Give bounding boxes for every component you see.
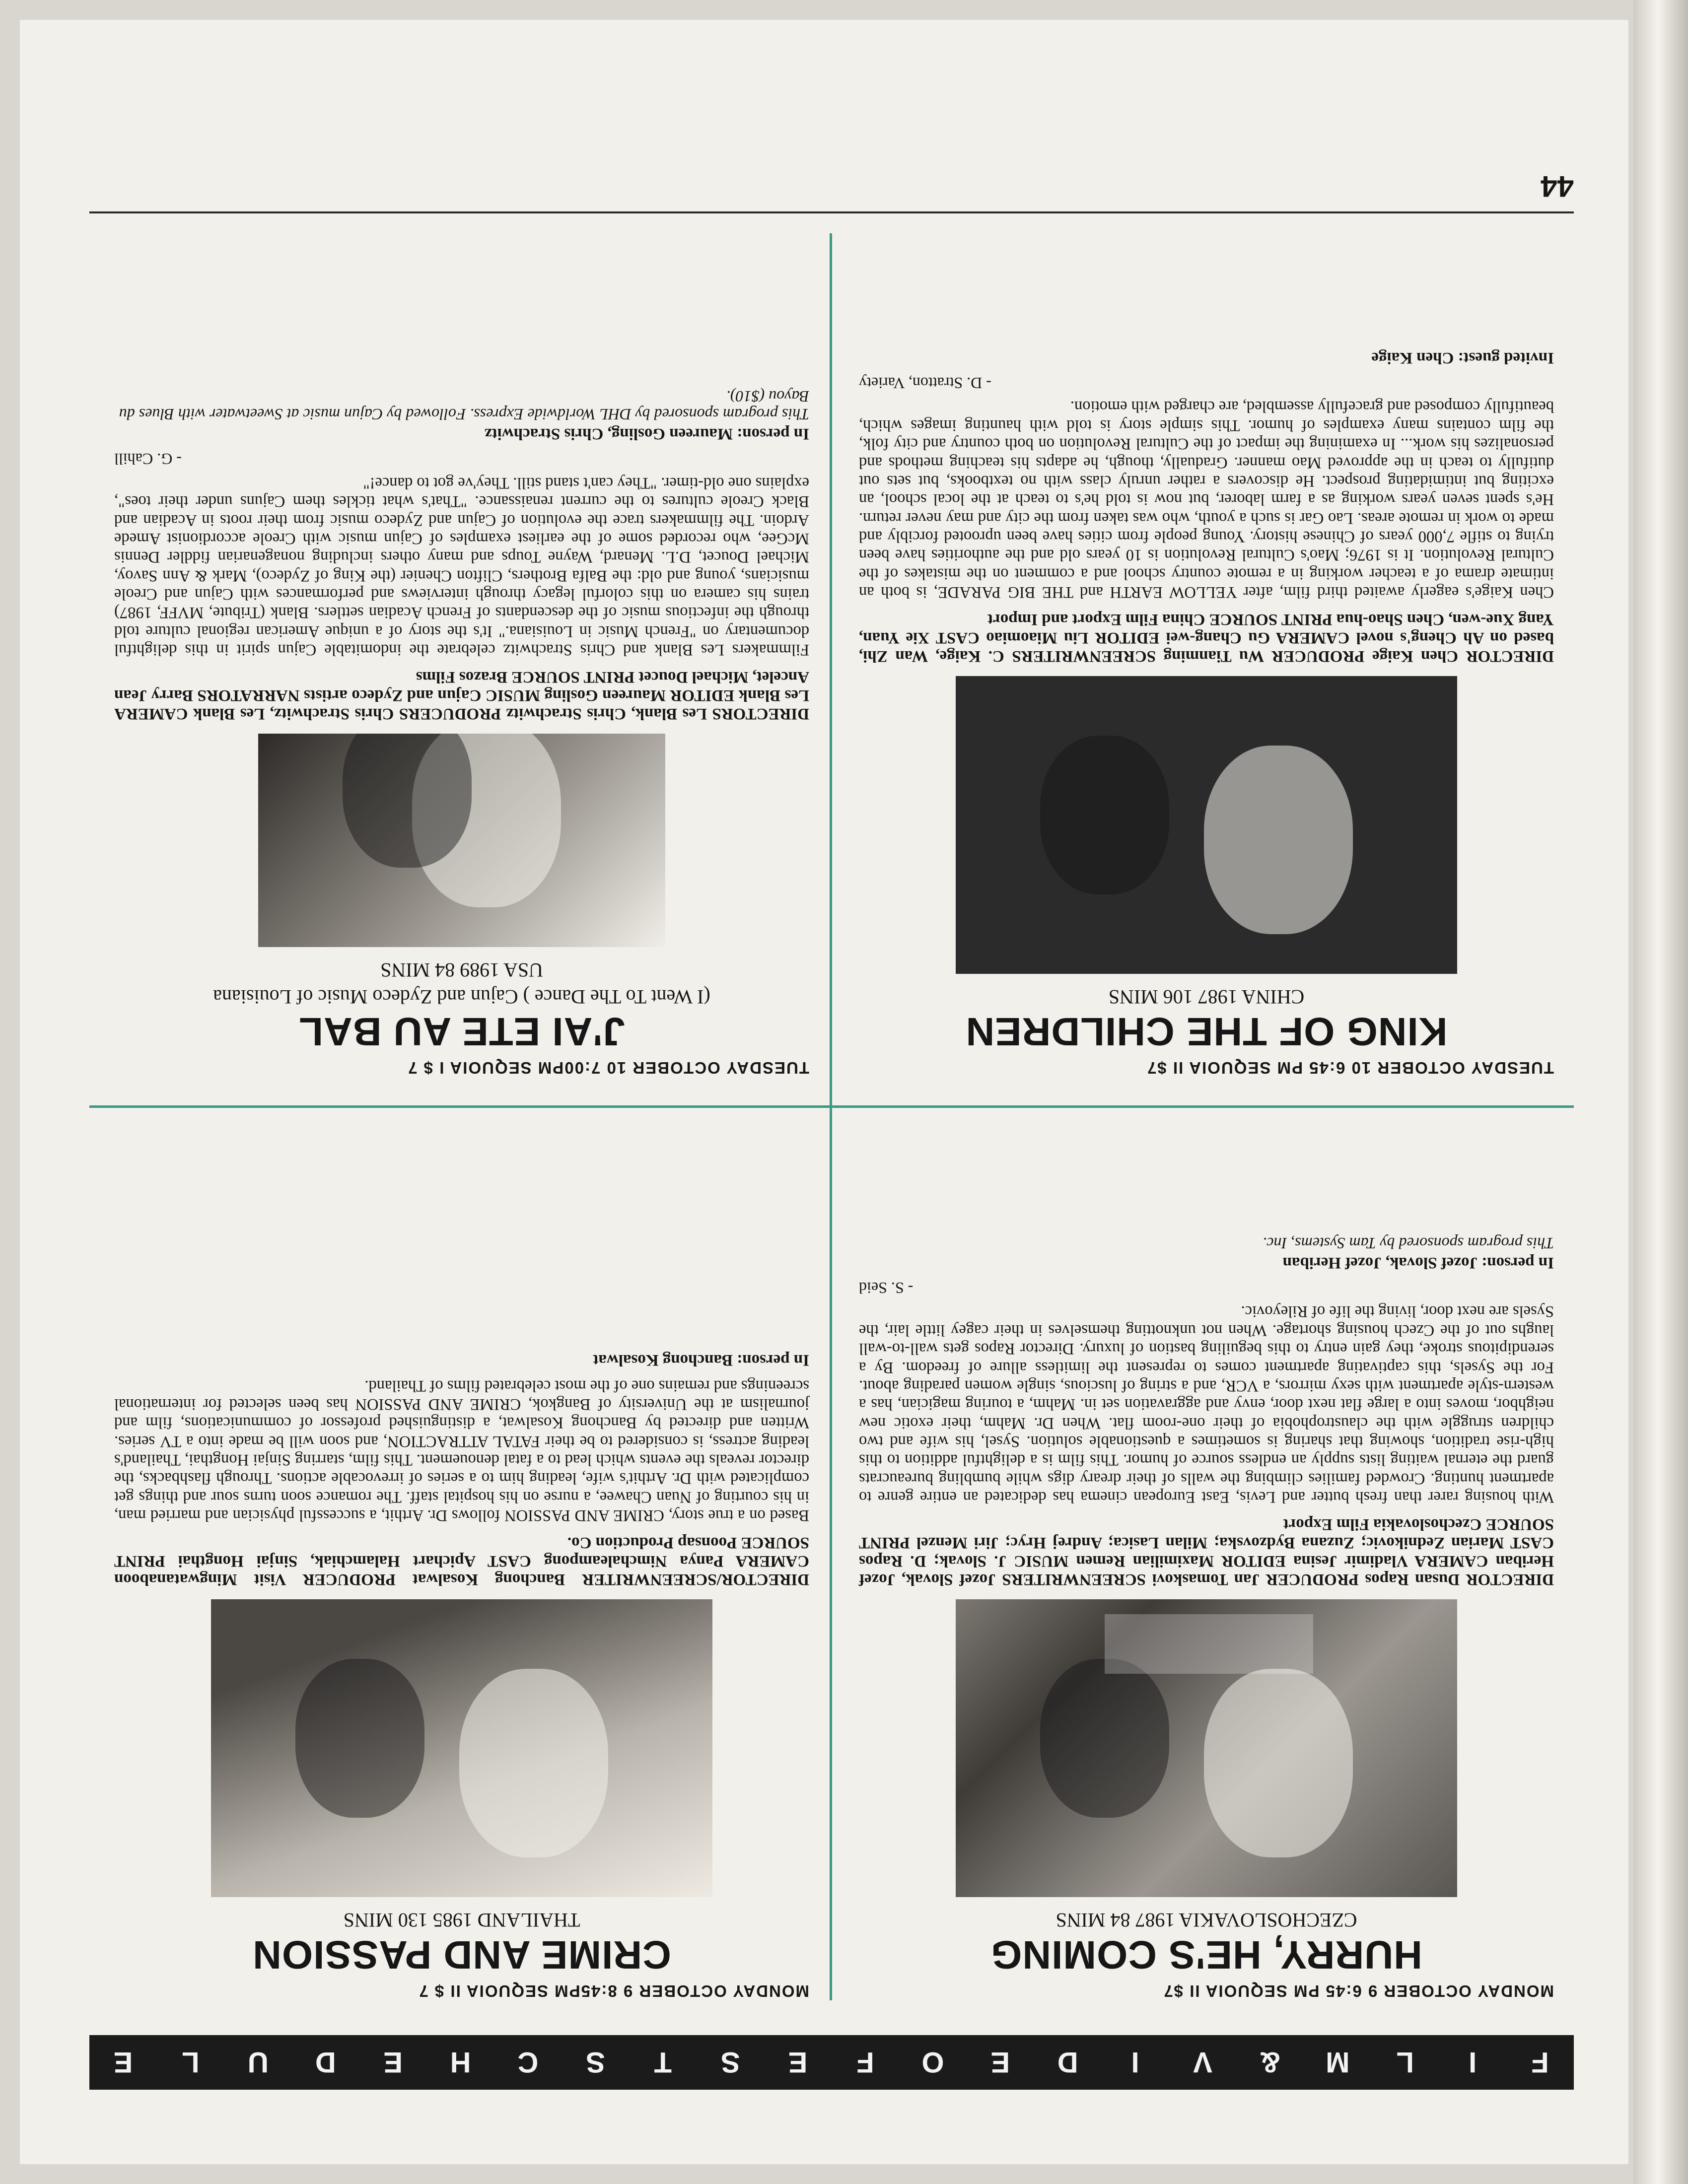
banner-letter: S [586, 2046, 605, 2079]
banner-letter: S [720, 2046, 740, 2079]
film-credits: DIRECTOR Chen Kaige PRODUCER Wu Tianming SCREENWRITERS C. Kaige, Wan Zhi, based on Ah Cheng's novel CAMERA Gu Chang-wei EDITOR Liu Miaomiao CAST Xie Yuan, Yang Xue-wen, Chen Shao-hua PRINT SOURCE China Film Export and Import [859, 611, 1554, 665]
film-listing [859, 348, 1554, 1077]
column-divider [830, 233, 832, 2000]
banner-letter: T [654, 2046, 672, 2079]
film-still-photo [956, 676, 1457, 974]
banner-letter: L [182, 2046, 200, 2079]
film-description: Based on a true story, CRIME AND PASSION follows Dr. Arthit, a successful physician and married man, in his courting of Nuan Chawee, a nurse on his hospital staff. The romance soon turns sour and things get complicated with Dr. Arthit's wife, leading him to a series of irrevocable actions. Through flashbacks, the director reveals the events which lead to a fatal denouement. This film, starring Sinjai Hongthai, Thailand's leading actress, is considered to be their FATAL ATTRACTION, and soon will be made into a TV series. Written and directed by Banchong Kosalwat, a distinguished professor of communications, film and journalism at the University of Bangkok, CRIME AND PASSION has been selected for international screenings and remains one of the most celebrated films of Thailand. [114, 1376, 809, 1525]
in-person-guests: In person: Jozef Slovak, Jozef Heriban [1282, 1254, 1554, 1272]
row-divider [89, 1105, 1574, 1108]
page-number: 44 [1541, 170, 1574, 203]
invited-guest: Invited guest: Chen Kaige [1371, 349, 1554, 367]
footer-rule [89, 211, 1574, 213]
film-country-year: USA 1989 84 MINS [380, 959, 543, 981]
film-still-photo [211, 1599, 712, 1897]
film-country-year: CZECHOSLOVAKIA 1987 84 MINS [1055, 1909, 1357, 1931]
banner-letter: E [990, 2046, 1010, 2079]
film-still-photo [956, 1599, 1457, 1897]
banner-letter: D [1057, 2046, 1078, 2079]
banner-letter: E [113, 2046, 133, 2079]
banner-letter: H [450, 2046, 471, 2079]
film-credits: DIRECTORS Les Blank, Chris Strachwitz PRODUCERS Chris Strachwitz, Les Blank CAMERA Les Blank EDITOR Maureen Gosling MUSIC Cajun and Zydeco artists NARRATORS Barry Jean Ancelet, Michael Doucet PRINT SOURCE Brazos Films [114, 668, 809, 723]
program-sponsor: This program sponsored by Tam Systems, Inc. [1263, 1234, 1554, 1253]
banner-letter: F [856, 2046, 874, 2079]
screening-schedule: MONDAY OCTOBER 9 6:45 PM SEQUOIA II $7 [1163, 1982, 1554, 2000]
film-listing [114, 387, 809, 1077]
film-description: With housing rarer than fresh butter and Levis, East European cinema has dedicated an entire genre to apartment hunting. Crowded families climbing the walls of their dreary digs while bumbling bureaucrats guard the eternal waiting lists supply an endless source of humor. This film is a delightful addition to this high-rise tradition, showing that sharing is sometimes a questionable solution. Sysel, his wife and two children struggle with the claustrophobia of their one-room flat. When Dr. Mahm, their exotic new neighbor, moves into a large flat next door, envy and aggravation set in. Mahm, a touring magician, has a western-style apartment with sexy mirrors, a VCR, and a string of luscious, single women parading about. For the Sysels, this captivating apartment comes to represent the limitless allure of freedom. By a serendipitous stroke, they gain entry to this beguiling bastion of luxury. Director Rapos gets wall-to-wall laughs out of the Czech housing shortage. When not unknotting themselves in their cagey little lair, the Sysels are next door, living the life of Rileyovic. [859, 1302, 1554, 1506]
screening-schedule: MONDAY OCTOBER 9 8:45PM SEQUOIA II $ 7 [418, 1982, 809, 2000]
screening-schedule: TUESDAY OCTOBER 10 7:00PM SEQUOIA I $ 7 [407, 1059, 809, 1077]
film-title: J'AI ETE AU BAL [298, 1010, 625, 1054]
festival-banner [89, 2035, 1574, 2090]
film-subtitle: (I Went To The Dance ) Cajun and Zydeco Music of Louisiana [213, 986, 710, 1008]
film-country-year: CHINA 1987 106 MINS [1108, 986, 1305, 1008]
film-title: KING OF THE CHILDREN [965, 1010, 1448, 1054]
banner-letter: U [247, 2046, 269, 2079]
banner-letter: M [1326, 2046, 1350, 2079]
film-title: CRIME AND PASSION [252, 1933, 671, 1977]
review-attribution: - G. Cahill [114, 450, 182, 469]
banner-letter: I [1131, 2046, 1139, 2079]
rotated-page [20, 20, 1628, 2164]
banner-letter: C [517, 2046, 539, 2079]
banner-letter: D [315, 2046, 336, 2079]
film-credits: DIRECTOR/SCREENWRITER Banchong Kosalwat PRODUCER Visit Mingwatanaboon CAMERA Panya Nimchaleampong CAST Apichart Halamchiak, Sinjai Hongthai PRINT SOURCE Poonsap Production Co. [114, 1534, 809, 1588]
film-title: HURRY, HE'S COMING [990, 1933, 1422, 1977]
banner-letter: I [1469, 2046, 1477, 2079]
banner-letter: & [1260, 2046, 1281, 2079]
film-description: Filmmakers Les Blank and Chris Strachwitz celebrate the indomitable Cajun spirit in this delightful documentary on "French Music in Louisiana." It's the story of a unique American regional culture told through the infectious music of the descendants of French Acadian settlers. Blank (Tribute, MVFF, 1987) trains his camera on this colorful legacy through interviews and performances with Cajun and Creole musicians, young and old: the Balfa Brothers, Clifton Chenier (the King of Zydeco), Mark & Ann Savoy, Michael Doucet, D.L. Menard, Wayne Toups and many others including nonagenarian fiddler Dennis McGee, who recorded some of the earliest examples of Cajun music with Creole accordionist Amede Ardoin. The filmmakers trace the evolution of Cajun and Zydeco music from their roots in Acadian and Black Creole cultures to the current renaissance. "That's what tickles them Cajuns under their toes", explains one old-timer. "They can't stand still. They've got to dance!" [114, 474, 809, 659]
banner-letter: L [1396, 2046, 1414, 2079]
banner-letter: E [788, 2046, 808, 2079]
banner-letter: V [1193, 2046, 1212, 2079]
program-sponsor: This program sponsored by DHL Worldwide Express. Followed by Cajun music at Sweetwater with Blues du Bayou ($10). [119, 387, 809, 424]
review-attribution: - S. Seid [859, 1279, 914, 1297]
film-still-photo [258, 734, 665, 947]
schedule-page [20, 20, 1628, 2164]
banner-letter: E [383, 2046, 403, 2079]
in-person-guests: In person: Maureen Gosling, Chris Strachwitz [485, 425, 809, 443]
film-listing [114, 1351, 809, 2000]
screening-schedule: TUESDAY OCTOBER 10 6:45 PM SEQUOIA II $7 [1146, 1059, 1554, 1077]
film-country-year: THAILAND 1985 130 MINS [343, 1909, 580, 1931]
in-person-guests: In person: Banchong Kosalwat [593, 1351, 809, 1369]
film-description: Chen Kaige's eagerly awaited third film, after YELLOW EARTH and THE BIG PARADE, is both an intimate drama of a teacher working in a remote country school and a comment on the mistakes of the Cultural Revolution. It is 1976; Mao's Cultural Revolution is 10 years old and the authorities have been trying to stifle 7,000 years of Chinese history. Young people from cities have been uprooted forcibly and made to work in remote areas. Lao Gar is such a youth, who was taken from the city and may never return. He's spent seven years working as a farm laborer, but now is told he's to teach at the local school, an exciting but intimidating prospect. He discovers a rather unruly class with no textbooks, but sets out dutifully to teach in the approved Mao manner. Gradually, though, he adapts his teaching methods and personalizes his work... In examining the impact of the Cultural Revolution on both country and city folk, the film contains many examples of humor. This simple story is told with haunting images which, beautifully composed and gracefully assembled, are charged with emotion. [859, 398, 1554, 602]
banner-letter: F [1531, 2046, 1549, 2079]
film-listing [859, 1234, 1554, 2000]
banner-letter: O [921, 2046, 944, 2079]
film-credits: DIRECTOR Dusan Rapos PRODUCER Jan Tomaskovi SCREENWRITERS Jozef Slovak, Jozef Heriban CAMERA Vladimir Jesina EDITOR Maximilian Remen MUSIC J. Slovak; D. Rapos CAST Marian Zednikovic; Zuzana Bydzovska; Milan Lasica; Andrej Hryc; Jiri Menzel PRINT SOURCE Czechoslovakia Film Export [859, 1515, 1554, 1588]
review-attribution: - D. Stratton, Variety [859, 374, 991, 393]
book-spine [1633, 0, 1688, 2184]
